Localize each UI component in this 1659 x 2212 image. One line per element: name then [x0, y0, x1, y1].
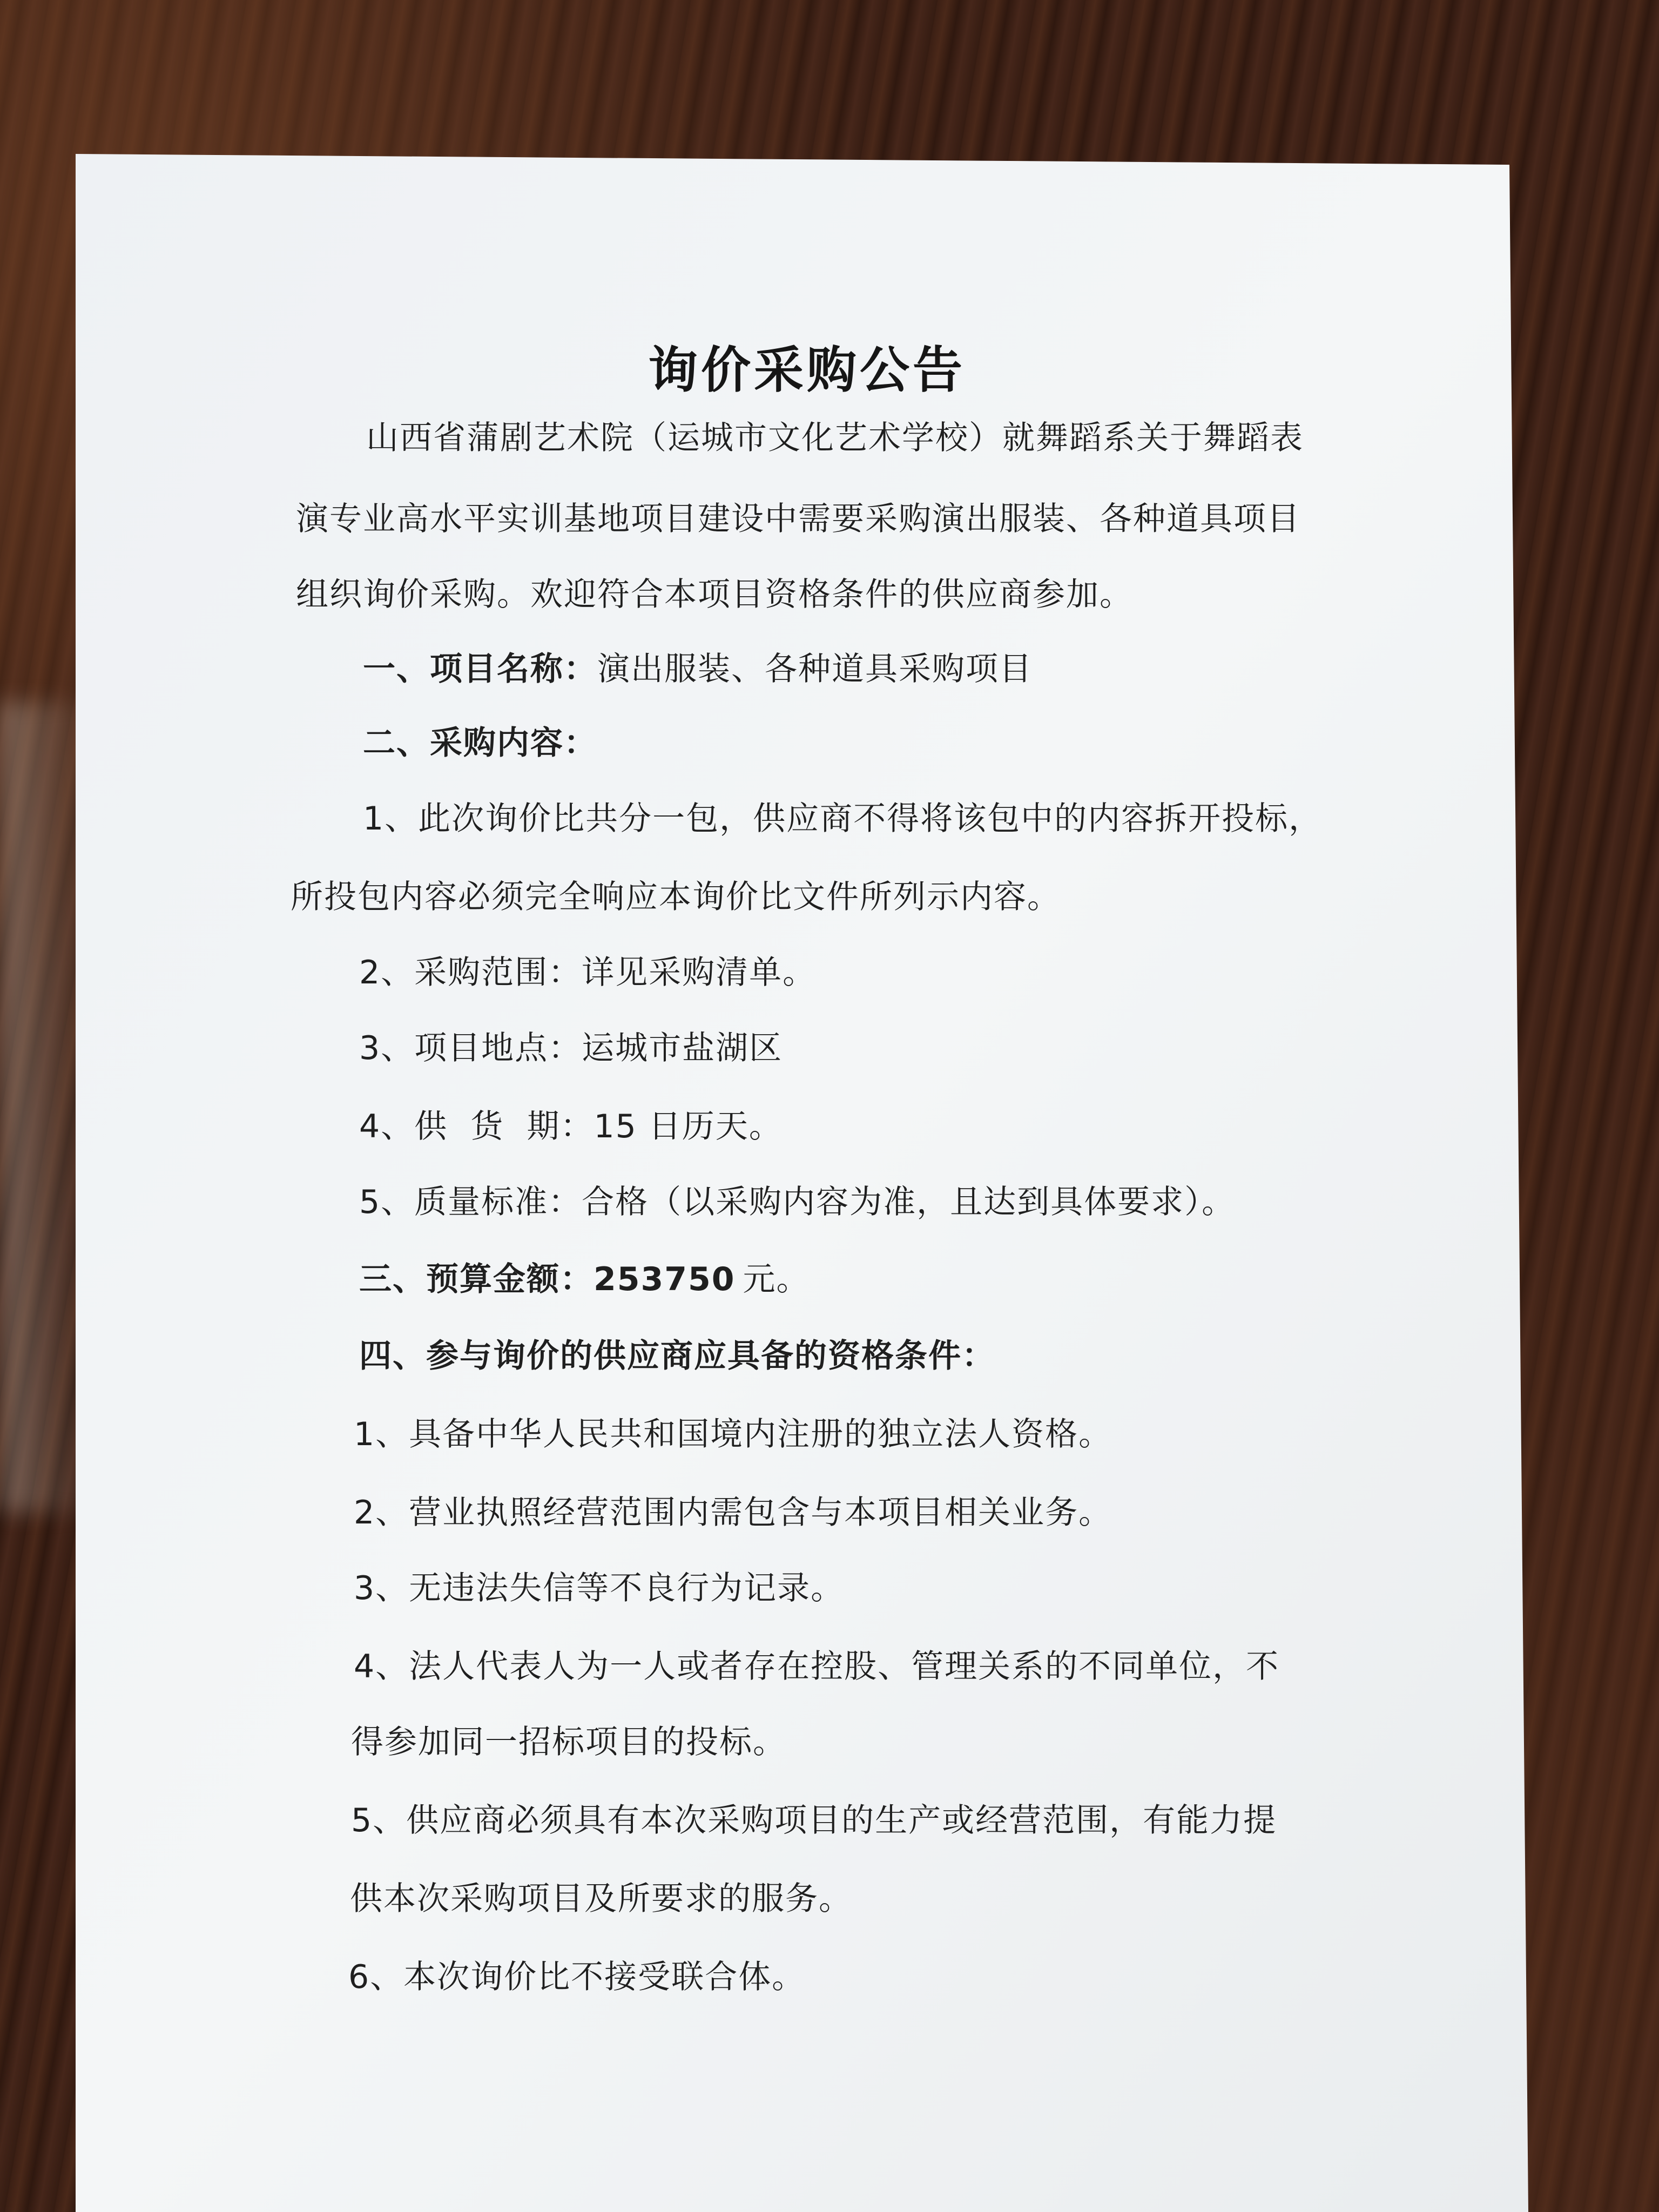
section4-item-4: 4、法人代表人为一人或者存在控股、管理关系的不同单位，不: [354, 1648, 1280, 1685]
section3-label: 三、预算金额：: [359, 1260, 594, 1298]
section2-item-1: 1、此次询价比共分一包，供应商不得将该包中的内容拆开投标，: [363, 800, 1323, 838]
section3-heading: [359, 1260, 810, 1299]
intro-line-2: 演专业高水平实训基地项目建设中需要采购演出服装、各种道具项目: [296, 500, 1300, 538]
section2-item-2: 2、采购范围：详见采购清单。: [359, 954, 817, 992]
section4-item-5: 5、供应商必须具有本次采购项目的生产或经营范围，有能力提: [351, 1802, 1277, 1839]
section2-item-5: 5、质量标准：合格（以采购内容为准，且达到具体要求）。: [359, 1183, 1236, 1221]
section2-item-3: 3、项目地点：运城市盐湖区: [359, 1029, 783, 1067]
section4-item-5-cont: 供本次采购项目及所要求的服务。: [350, 1880, 852, 1918]
section2-item-4: 4、供 货 期：15 日历天。: [359, 1108, 783, 1145]
section2-item-1-cont: 所投包内容必须完全响应本询价比文件所列示内容。: [291, 878, 1061, 916]
section4-heading: 四、参与询价的供应商应具备的资格条件：: [359, 1337, 995, 1375]
section4-item-2: 2、营业执照经营范围内需包含与本项目相关业务。: [354, 1494, 1112, 1532]
document-title: 询价采购公告: [648, 341, 966, 399]
section4-item-1: 1、具备中华人民共和国境内注册的独立法人资格。: [354, 1415, 1112, 1453]
intro-line-3: 组织询价采购。欢迎符合本项目资格条件的供应商参加。: [296, 576, 1133, 613]
section1-heading: [363, 650, 1033, 689]
section4-item-6: 6、本次询价比不接受联合体。: [348, 1958, 806, 1996]
intro-line-1: 山西省蒲剧艺术院（运城市文化艺术学校）就舞蹈系关于舞蹈表: [366, 419, 1304, 457]
budget-unit: 元。: [743, 1260, 810, 1298]
section1-value: 演出服装、各种道具采购项目: [597, 650, 1033, 688]
section4-item-4-cont: 得参加同一招标项目的投标。: [351, 1723, 786, 1761]
section2-heading: 二、采购内容：: [363, 724, 597, 762]
budget-amount: 253750: [594, 1260, 736, 1298]
section1-label: 一、项目名称：: [363, 650, 597, 688]
section4-item-3: 3、无违法失信等不良行为记录。: [354, 1569, 845, 1607]
